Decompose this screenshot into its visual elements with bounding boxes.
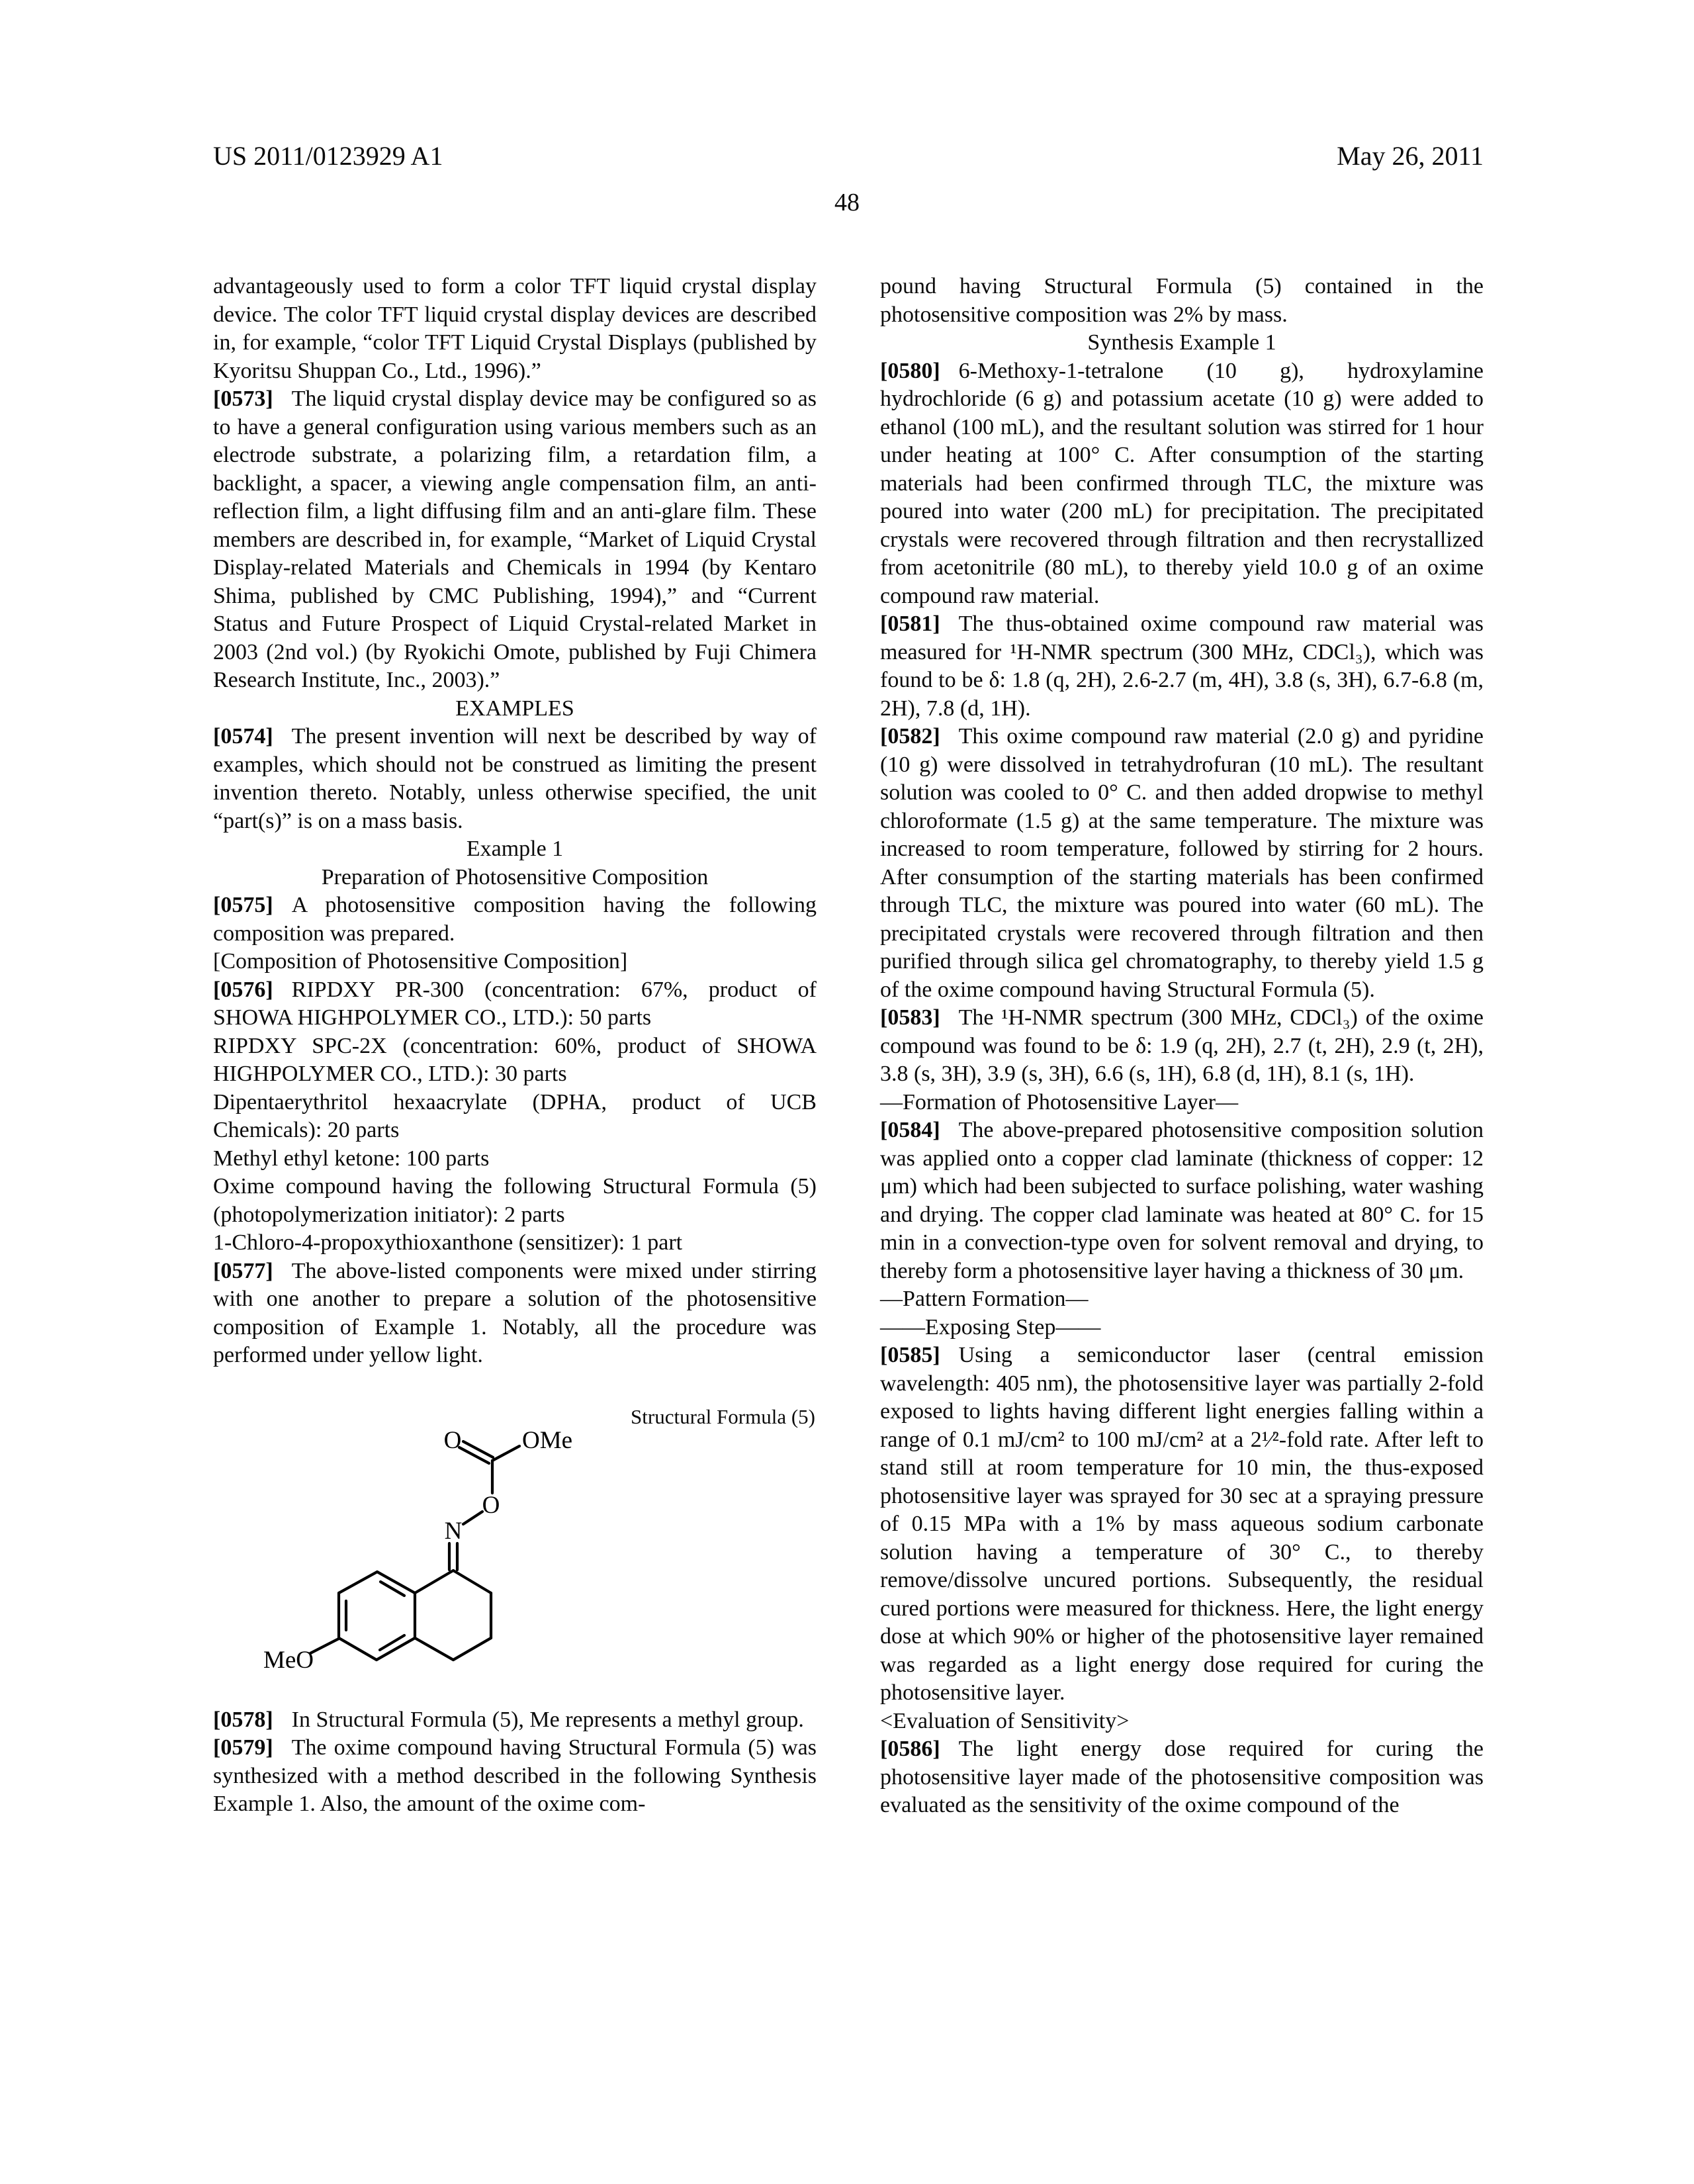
formation-of-photosensitive-layer-heading: —Formation of Photosensitive Layer— [880, 1089, 1239, 1115]
c-n-double-bond [449, 1543, 457, 1570]
paragraph-0585 [880, 1342, 1484, 1707]
paragraph-text: This oxime compound raw material (2.0 g) and pyridine (10 g) were dissolved in tetrahydrofuran (10 mL). The resultant solution was cooled to 0° C. and then added dropwise to methyl chloroformate (1.5 g) at the same temperature. The mixture was increased to room temperature, followed by stirring for 2 hours. After consumption of the starting materials has been confirmed through TLC, the mixture was poured into water (60 mL). The precipitated crystals were recovered through filtration and then purified through silica gel chromatography, to thereby yield 1.5 g of the oxime compound having Structural Formula (5). [880, 724, 1484, 1002]
paragraph-0579 [213, 1734, 817, 1819]
paragraph-0586 [880, 1735, 1484, 1820]
ester-oxygen-label: O [482, 1491, 500, 1519]
o-n-bond [463, 1512, 482, 1524]
right-column [880, 273, 1484, 1820]
example1-heading: Example 1 [466, 837, 564, 861]
header-patent-number: US 2011/0123929 A1 [213, 141, 443, 171]
composition-item-text: RIPDXY SPC-2X (concentration: 60%, product of SHOWA HIGHPOLYMER CO., LTD.): 30 parts [213, 1033, 817, 1086]
paragraph-0584 [880, 1116, 1484, 1285]
paragraph-0582 [880, 723, 1484, 1004]
paragraph-continuation-left [213, 273, 817, 385]
composition-item [213, 1173, 817, 1229]
paragraph-0577 [213, 1257, 817, 1370]
synthesis-example1-heading: Synthesis Example 1 [1087, 330, 1276, 355]
header-date: May 26, 2011 [1337, 141, 1484, 171]
paragraph-0583 [880, 1004, 1484, 1089]
nitrogen-label: N [444, 1517, 463, 1545]
pattern-formation-heading: —Pattern Formation— [880, 1287, 1089, 1311]
c-ome-bond [492, 1446, 519, 1461]
composition-item [213, 1089, 817, 1145]
paragraph-tag: [0577] [213, 1258, 273, 1283]
paragraph-text: The light energy dose required for curing the photosensitive layer made of the photosensitive composition was evaluated as the sensitivity of the oxime compound of the [880, 1737, 1484, 1817]
paragraph-tag: [0585] [880, 1343, 940, 1367]
paragraph-0574 [213, 723, 817, 835]
paragraph-tag: [0573] [213, 387, 273, 411]
paragraph-text: The liquid crystal display device may be configured so as to have a general configuration using various members such as an electrode substrate, a polarizing film, a retardation film, a backlight, a spacer, a viewing angle compensation film, an anti-reflection film, a light diffusing film and an anti-glare film. These members are described in, for example, “Market of Liquid Crystal Display-related Materials and Chemicals in 1994 (by Kentaro Shima, published by CMC Publishing, 1994),” and “Current Status and Future Prospect of Liquid Crystal-related Market in 2003 (2nd vol.) (by Ryokichi Omote, published by Fuji Chimera Research Institute, Inc., 2003).” [213, 387, 817, 692]
paragraph-text: The thus-obtained oxime compound raw material was measured for ¹H-NMR spectrum (300 MHz, CDCl₃), which was found to be δ: 1.8 (q, 2H), 2.6-2.7 (m, 4H), 3.8 (s, 3H), 6.7-6.8 (m, 2H), 7.8 (d, 1H). [880, 612, 1484, 721]
paragraph-text: A photosensitive composition having the following composition was prepared. [213, 893, 817, 946]
paragraph-0575 [213, 891, 817, 948]
methyl-ester-label: OMe [522, 1426, 573, 1454]
paragraph-text: The ¹H-NMR spectrum (300 MHz, CDCl₃) of the oxime compound was found to be δ: 1.9 (q, 2H), 2.7 (t, 2H), 2.9 (t, 2H), 3.8 (s, 3H), 3.9 (s, 3H), 6.6 (s, 1H), 6.8 (d, 1H), 8.1 (s, 1H). [880, 1005, 1484, 1086]
page-number: 48 [834, 189, 860, 216]
paragraph-text: The above-listed components were mixed under stirring with one another to prepare a solution of the photosensitive composition of Example 1. Notably, all the procedure was performed under yellow light. [213, 1258, 817, 1367]
paragraph-text: pound having Structural Formula (5) contained in the photosensitive composition was 2% by mass. [880, 274, 1484, 327]
paragraph-0578 [213, 1706, 817, 1735]
paragraph-text: Using a semiconductor laser (central emission wavelength: 405 nm), the photosensitive layer was partially 2-fold exposed to lights having different light energies falling within a range of 0.1 mJ/cm² to 100 mJ/cm² at a 2¹⁄²-fold rate. After left to stand still at room temperature for 10 min, the thus-exposed photosensitive layer was sprayed for 30 sec at a spraying pressure of 0.15 MPa with a 1% by mass aqueous sodium carbonate solution having a temperature of 30° C., to thereby remove/dissolve uncured portions. Subsequently, the residual cured portions were measured for thickness. Here, the light energy dose at which 90% or higher of the photosensitive layer remained was regarded as a light energy dose required for curing the photosensitive layer. [880, 1343, 1484, 1705]
figure-caption: Structural Formula (5) [631, 1404, 815, 1428]
composition-item [213, 1145, 817, 1173]
paragraph-text: 6-Methoxy-1-tetralone (10 g), hydroxylamine hydrochloride (6 g) and potassium acetate (10 g) were added to ethanol (100 mL), and the resultant solution was stirred for 1 hour under heating at 100° C. After consumption of the starting materials had been confirmed through TLC, the mixture was poured into water (200 mL) for precipitation. The precipitated crystals were recovered through filtration and then recrystallized from acetonitrile (80 mL), to thereby yield 10.0 g of an oxime compound raw material. [880, 358, 1484, 608]
paragraph-text: The above-prepared photosensitive composition solution was applied onto a copper clad laminate (thickness of copper: 12 μm) which had been subjected to surface polishing, water washing and drying. The copper clad laminate was heated at 80° C. for 15 min in a convection-type oven for solvent removal and drying, to thereby form a photosensitive layer having a thickness of 30 μm. [880, 1118, 1484, 1283]
exposing-step-heading: ——Exposing Step—— [880, 1314, 1101, 1340]
composition-item-text: Oxime compound having the following Structural Formula (5) (photopolymerization initiator): 2 parts [213, 1174, 817, 1227]
paragraph-tag: [0583] [880, 1005, 940, 1030]
aromatic-ring-bonds [339, 1572, 415, 1660]
aromatic-inner-double-bonds [346, 1582, 404, 1650]
chemical-structure-drawing [213, 1410, 817, 1688]
composition-item-text: RIPDXY PR-300 (concentration: 67%, product of SHOWA HIGHPOLYMER CO., LTD.): 50 parts [213, 977, 817, 1030]
carbonyl-double-bond [459, 1441, 493, 1463]
meo-bond [310, 1639, 339, 1653]
structural-formula-5-figure [213, 1381, 817, 1702]
cyclohexane-ring-bonds [415, 1570, 491, 1660]
composition-item [213, 976, 817, 1032]
paragraph-tag: [0581] [880, 612, 940, 636]
paragraph-tag: [0578] [213, 1707, 273, 1732]
paragraph-tag: [0580] [880, 358, 940, 383]
composition-heading: [Composition of Photosensitive Composition] [213, 949, 628, 974]
paragraph-tag: [0579] [213, 1735, 273, 1760]
paragraph-tag: [0586] [880, 1737, 940, 1761]
preparation-heading: Preparation of Photosensitive Composition [321, 864, 709, 889]
paragraph-tag: [0582] [880, 724, 940, 749]
paragraph-text: advantageously used to form a color TFT liquid crystal display device. The color TFT liquid crystal display devices are described in, for example, “color TFT Liquid Crystal Displays (published by Kyoritsu Shuppan Co., Ltd., 1996).” [213, 274, 817, 383]
left-column [213, 273, 817, 1819]
carbonyl-oxygen-label: O [443, 1426, 462, 1454]
composition-item [213, 1032, 817, 1089]
paragraph-tag: [0575] [213, 893, 273, 917]
paragraph-tag: [0584] [880, 1118, 940, 1142]
paragraph-0581 [880, 610, 1484, 723]
composition-item [213, 1229, 817, 1257]
paragraph-tag: [0574] [213, 724, 273, 749]
composition-item-text: Dipentaerythritol hexaacrylate (DPHA, product of UCB Chemicals): 20 parts [213, 1089, 817, 1142]
composition-item-text: Methyl ethyl ketone: 100 parts [213, 1146, 490, 1171]
evaluation-of-sensitivity-heading: <Evaluation of Sensitivity> [880, 1708, 1130, 1733]
paragraph-continuation-right [880, 273, 1484, 329]
paragraph-0580 [880, 357, 1484, 611]
paragraph-0573 [213, 385, 817, 695]
composition-item-text: 1-Chloro-4-propoxythioxanthone (sensitizer): 1 part [213, 1230, 683, 1255]
paragraph-text: The present invention will next be described by way of examples, which should not be construed as limiting the present invention thereto. Notably, unless otherwise specified, the unit “part(s)” is on a mass basis. [213, 724, 817, 833]
paragraph-text: In Structural Formula (5), Me represents a methyl group. [291, 1707, 804, 1732]
paragraph-text: The oxime compound having Structural Formula (5) was synthesized with a method described in the following Synthesis Example 1. Also, the amount of the oxime com- [213, 1735, 817, 1816]
examples-heading: EXAMPLES [455, 696, 574, 721]
aryl-methoxy-label: MeO [263, 1646, 314, 1674]
paragraph-tag: [0576] [213, 977, 273, 1002]
composition-list [213, 976, 817, 1257]
